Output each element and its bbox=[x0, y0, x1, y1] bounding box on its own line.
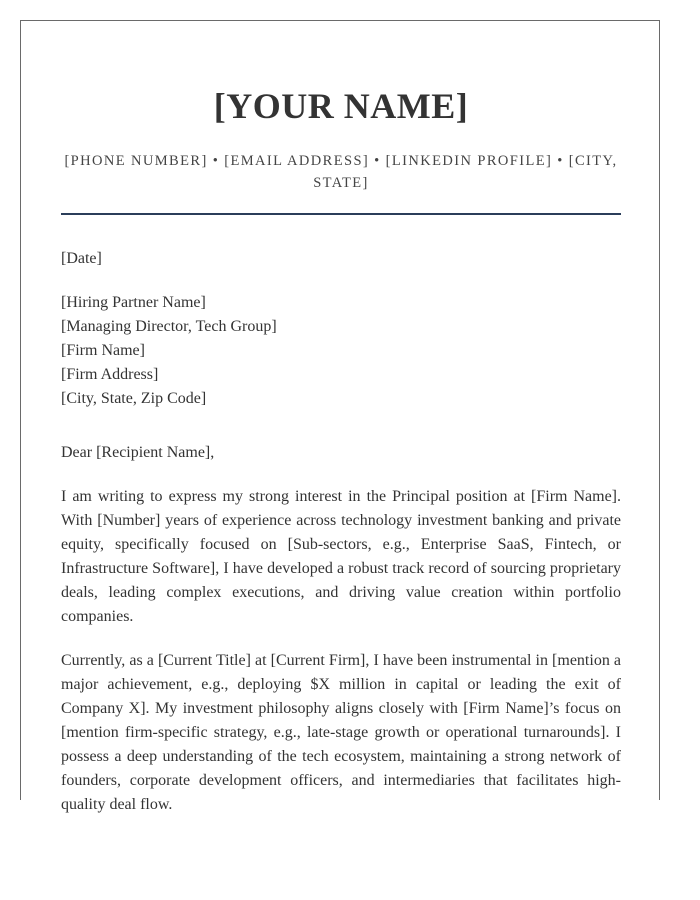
body-paragraph-2: Currently, as a [Current Title] at [Current Firm], I have been instrumental in [mention a major achievement, e.g., deploying $X million in capital or leading the exit of Company X]. My investment philosophy aligns closely with [Firm Name]’s focus on [mention firm-specific strategy, e.g., late-stage growth or operational turnarounds]. I possess a deep understanding of the tech ecosystem, maintaining a strong network of founders, corporate development officers, and intermediaries that facilitates high-quality deal flow. bbox=[61, 652, 621, 813]
recipient-name: [Hiring Partner Name] bbox=[61, 294, 206, 311]
header-divider bbox=[61, 213, 621, 215]
recipient-firm: [Firm Name] bbox=[61, 342, 145, 359]
letter-date: [Date] bbox=[61, 250, 102, 267]
recipient-address-block bbox=[61, 291, 621, 411]
letter-page bbox=[20, 20, 660, 813]
recipient-city-state-zip: [City, State, Zip Code] bbox=[61, 390, 207, 407]
applicant-name: [YOUR NAME] bbox=[213, 86, 469, 126]
recipient-title: [Managing Director, Tech Group] bbox=[61, 318, 277, 335]
contact-line: [PHONE NUMBER] • [EMAIL ADDRESS] • [LINKEDIN PROFILE] • [CITY, STATE] bbox=[64, 153, 618, 191]
recipient-firm-address: [Firm Address] bbox=[61, 366, 159, 383]
letter-body bbox=[61, 247, 621, 837]
body-paragraph-1: I am writing to express my strong interest in the Principal position at [Firm Name]. With [Number] years of experience across technology investment banking and private equity, specifically focused on [Sub-sectors, e.g., Enterprise SaaS, Fintech, or Infrastructure Software], I have developed a robust track record of sourcing proprietary deals, leading complex executions, and driving value creation within portfolio companies. bbox=[61, 488, 621, 625]
salutation: Dear [Recipient Name], bbox=[61, 444, 215, 461]
